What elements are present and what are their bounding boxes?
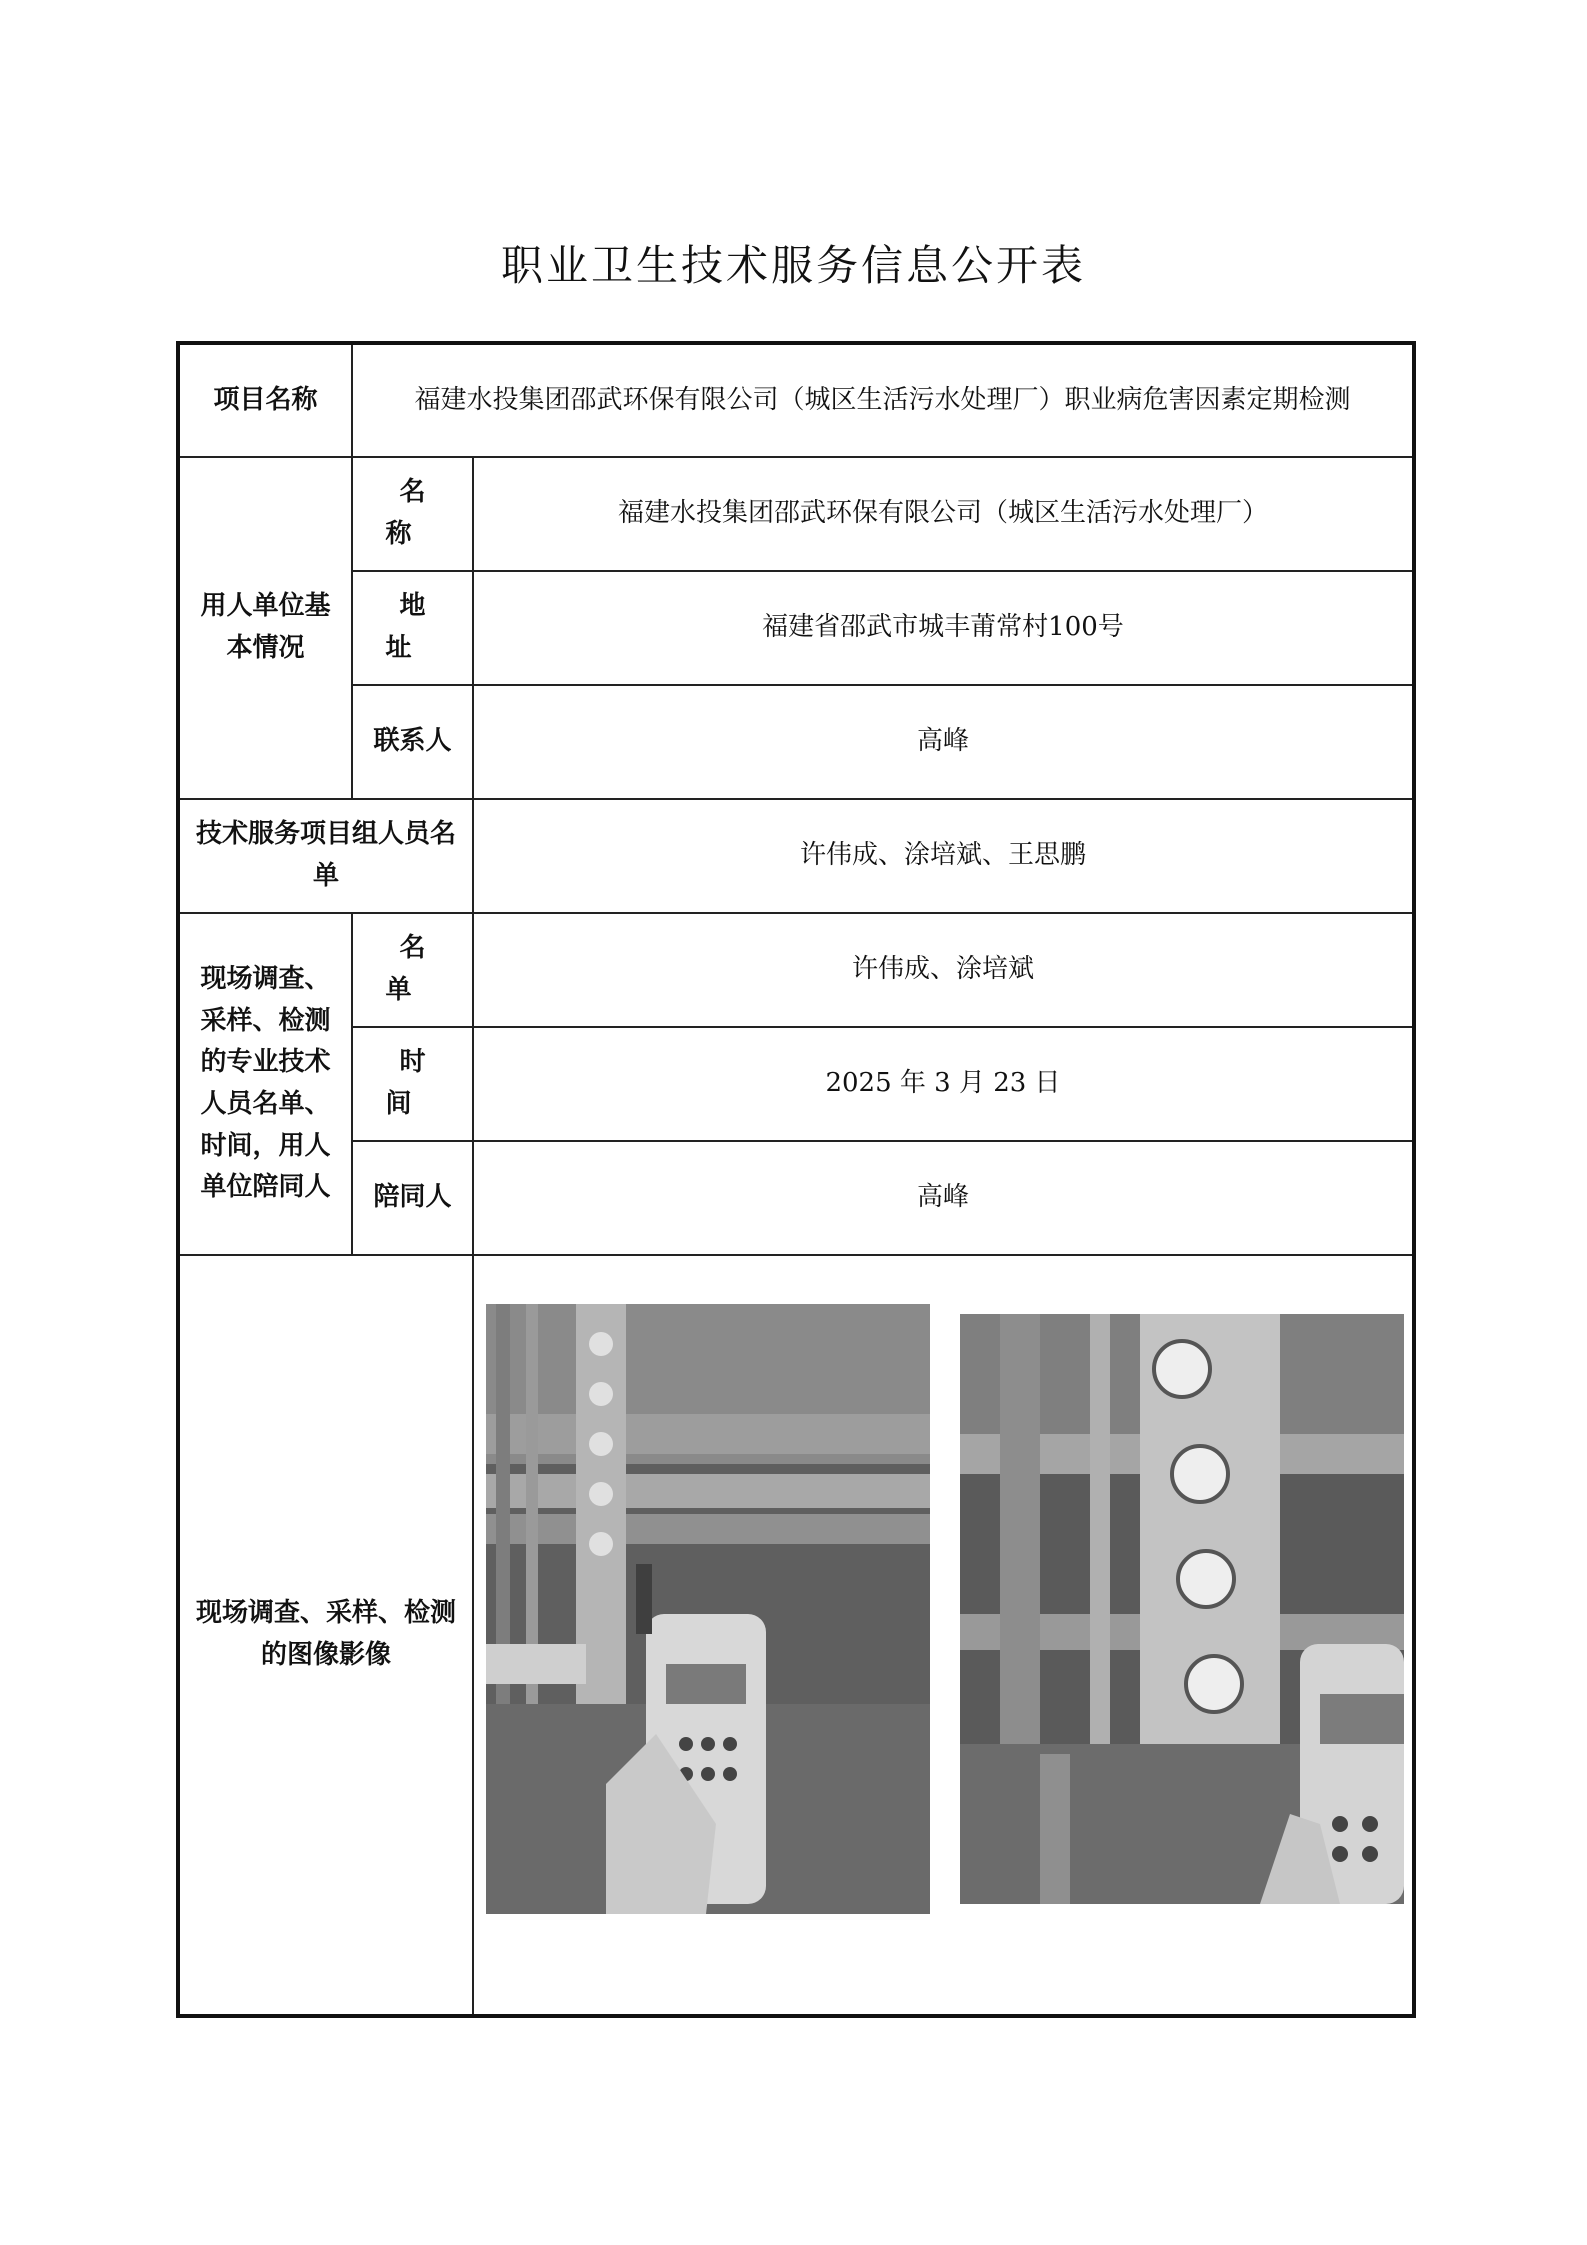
row-onsite-list: [178, 913, 1414, 1027]
site-photo-2: [960, 1314, 1404, 1904]
row-onsite-time: [178, 1027, 1414, 1141]
page-title: 职业卫生技术服务信息公开表: [500, 241, 1086, 290]
onsite-list-label: 名 单: [352, 913, 473, 1027]
images-cell: [473, 1255, 1414, 2016]
row-onsite-companion: [178, 1141, 1414, 1255]
project-name-label: 项目名称: [178, 343, 352, 457]
site-photo-noise-meter-pipes-icon: [486, 1304, 930, 1914]
employer-name-label: 名 称: [352, 457, 473, 571]
employer-address-label: 地 址: [352, 571, 473, 685]
row-employer-name: [178, 457, 1414, 571]
project-name-value: 福建水投集团邵武环保有限公司（城区生活污水处理厂）职业病危害因素定期检测: [352, 343, 1414, 457]
onsite-time-value: 2025 年 3 月 23 日: [473, 1027, 1414, 1141]
onsite-companion-label: 陪同人: [352, 1141, 473, 1255]
onsite-label: 现场调查、采样、检测的专业技术人员名单、时间，用人单位陪同人: [178, 913, 352, 1255]
onsite-list-value: 许伟成、涂培斌: [473, 913, 1414, 1027]
onsite-companion-value: 高峰: [473, 1141, 1414, 1255]
info-table: [176, 341, 1416, 2018]
photo-area: [486, 1304, 1396, 2014]
images-label: 现场调查、采样、检测的图像影像: [178, 1255, 473, 2016]
employer-label: 用人单位基本情况: [178, 457, 352, 799]
team-label: 技术服务项目组人员名单: [178, 799, 473, 913]
employer-contact-value: 高峰: [473, 685, 1414, 799]
onsite-time-label: 时 间: [352, 1027, 473, 1141]
site-photo-1: [486, 1304, 930, 1914]
employer-name-value: 福建水投集团邵武环保有限公司（城区生活污水处理厂）: [473, 457, 1414, 571]
team-value: 许伟成、涂培斌、王思鹏: [473, 799, 1414, 913]
employer-address-value: 福建省邵武市城丰莆常村100号: [473, 571, 1414, 685]
row-employer-address: [178, 571, 1414, 685]
row-employer-contact: [178, 685, 1414, 799]
row-images: [178, 1255, 1414, 2016]
site-photo-noise-meter-gauges-icon: [960, 1314, 1404, 1904]
row-project-name: [178, 343, 1414, 457]
employer-contact-label: 联系人: [352, 685, 473, 799]
row-team: [178, 799, 1414, 913]
